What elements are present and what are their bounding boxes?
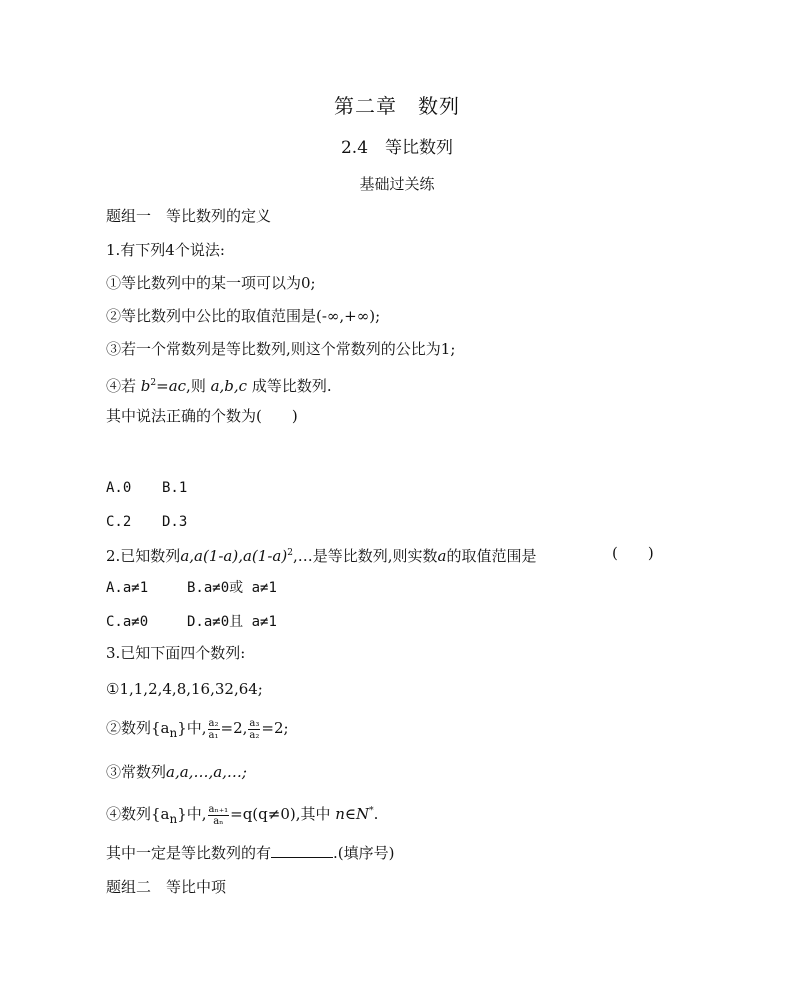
q1-statement-1: ①等比数列中的某一项可以为0; — [106, 274, 316, 292]
group1-heading: 题组一 等比数列的定义 — [106, 207, 272, 225]
q3-item-3: ③常数列a,a,…,a,…; — [106, 763, 247, 781]
q2-option-b: B.a≠0或 a≠1 — [187, 580, 277, 596]
q3-question: 其中一定是等比数列的有 .(填序号) — [106, 844, 395, 862]
q2-option-a: A.a≠1 — [106, 580, 149, 596]
q2-option-d: D.a≠0且 a≠1 — [187, 614, 277, 630]
fraction: $\frac{\text{aₙ₊₁}}{\text{aₙ}}$ — [208, 803, 229, 827]
chapter-title: 第二章 数列 — [334, 94, 460, 118]
q3-item-1: ①1,1,2,4,8,16,32,64; — [106, 680, 263, 698]
q3-item-2: ②数列$\{a_n\}$中, $\frac{\text{a₂}}{\text{a₁}}$ =2, $\frac{\text{a₃}}{\text{a₂}}$ =2; — [106, 717, 289, 741]
q1-statement-2: ②等比数列中公比的取值范围是(-∞,+∞); — [106, 307, 381, 325]
section-title: 2.4 等比数列 — [340, 138, 454, 158]
q1-option-c: C.2 — [106, 514, 132, 530]
q1-stem: 1.有下列4个说法: — [106, 241, 225, 259]
q1-statement-4: ④若 $b^2=ac$,则 a,b,c 成等比数列. — [106, 377, 332, 395]
q1-option-a: A.0 — [106, 480, 132, 496]
q1-option-b: B.1 — [162, 480, 188, 496]
q2-option-c: C.a≠0 — [106, 614, 149, 630]
q1-statement-3: ③若一个常数列是等比数列,则这个常数列的公比为1; — [106, 340, 456, 358]
fraction: $\frac{\text{a₂}}{\text{a₁}}$ — [208, 717, 219, 741]
group2-heading: 题组二 等比中项 — [106, 878, 227, 896]
fraction: $\frac{\text{a₃}}{\text{a₂}}$ — [249, 717, 260, 741]
q1-question: 其中说法正确的个数为( ) — [106, 407, 298, 425]
q2-stem: 2.已知数列$a,a(1-a),a(1-a)^2,\dots$是等比数列,则实数a的取值范围是 — [106, 547, 537, 565]
q2-answer-paren: ( ) — [612, 544, 654, 562]
answer-blank[interactable] — [271, 843, 333, 858]
q3-item-4: ④数列$\{a_n\}$中, $\frac{\text{aₙ₊₁}}{\text{aₙ}}$ =q(q≠0),其中 n∈N*. — [106, 803, 379, 827]
exercise-level: 基础过关练 — [359, 175, 435, 193]
q3-stem: 3.已知下面四个数列: — [106, 644, 246, 662]
q1-option-d: D.3 — [162, 514, 188, 530]
